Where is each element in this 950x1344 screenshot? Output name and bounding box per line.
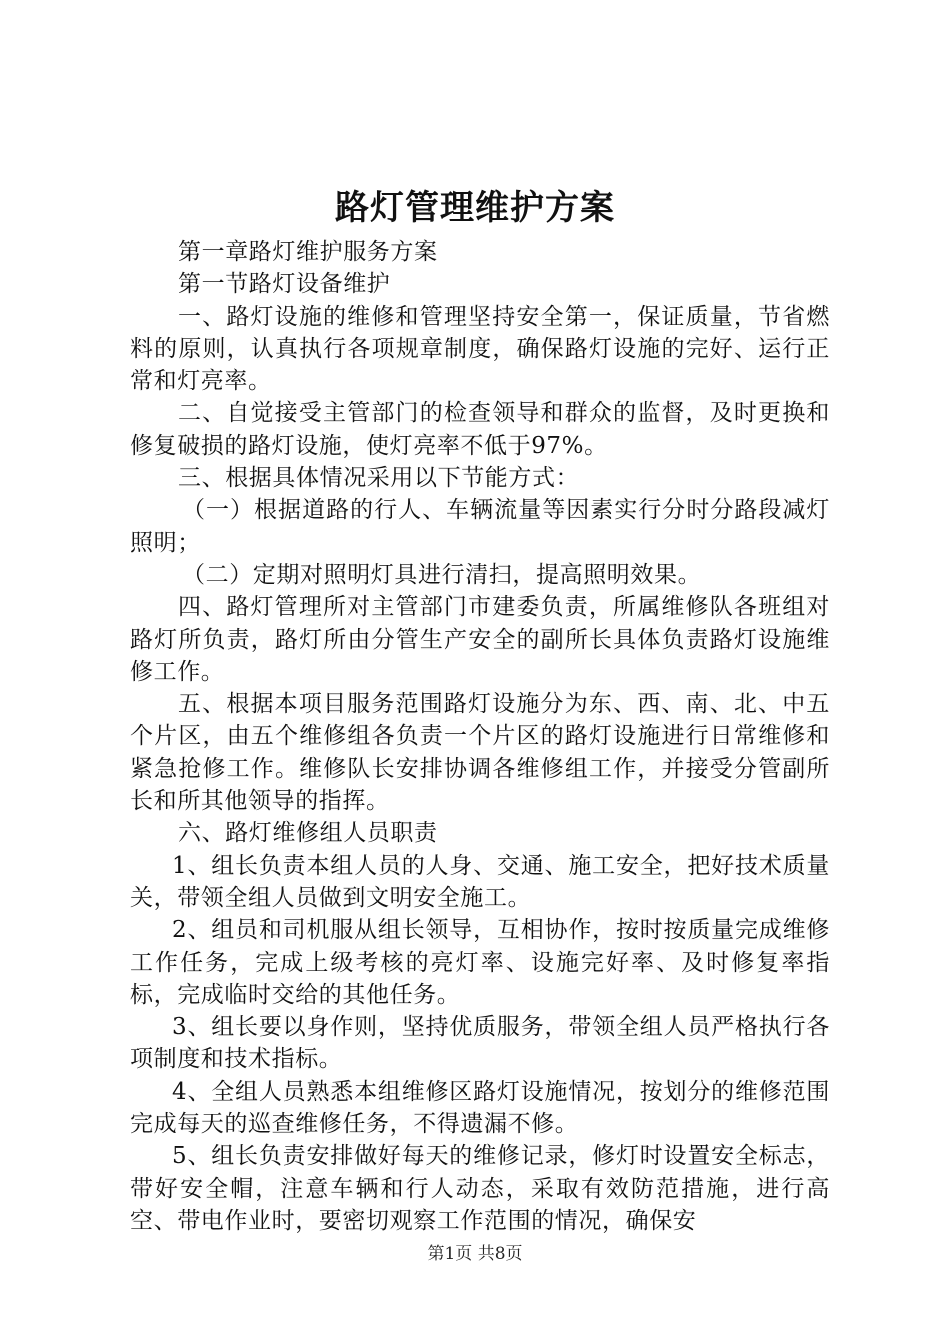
section-heading: 第一节路灯设备维护 bbox=[178, 271, 391, 298]
duty-item-3: 3、组长要以身作则，坚持优质服务，带领全组人员严格执行各项制度和技术指标。 bbox=[130, 1014, 830, 1073]
document-title: 路灯管理维护方案 bbox=[335, 188, 615, 228]
page-footer: 第1页 共8页 bbox=[427, 1244, 523, 1264]
document-body bbox=[130, 236, 830, 1237]
paragraph-subitem-2: （二）定期对照明灯具进行清扫，提高照明效果。 bbox=[182, 561, 702, 588]
paragraph-item-6: 六、路灯维修组人员职责 bbox=[178, 820, 438, 847]
duty-item-5: 5、组长负责安排做好每天的维修记录，修灯时设置安全标志，带好安全帽，注意车辆和行人动态，采取有效防范措施，进行高空、带电作业时，要密切观察工作范围的情况，确保安 bbox=[130, 1143, 830, 1234]
paragraph-item-2: 二、自觉接受主管部门的检查领导和群众的监督，及时更换和修复破损的路灯设施，使灯亮率不低于97%。 bbox=[130, 400, 830, 459]
duty-item-1: 1、组长负责本组人员的人身、交通、施工安全，把好技术质量关，带领全组人员做到文明安全施工。 bbox=[130, 852, 830, 911]
paragraph-item-1: 一、路灯设施的维修和管理坚持安全第一，保证质量，节省燃料的原则，认真执行各项规章制度，确保路灯设施的完好、运行正常和灯亮率。 bbox=[130, 303, 830, 395]
duty-item-2: 2、组员和司机服从组长领导，互相协作，按时按质量完成维修工作任务，完成上级考核的亮灯率、设施完好率、及时修复率指标，完成临时交给的其他任务。 bbox=[130, 917, 830, 1008]
paragraph-item-5: 五、根据本项目服务范围路灯设施分为东、西、南、北、中五个片区，由五个维修组各负责一个片区的路灯设施进行日常维修和紧急抢修工作。维修队长安排协调各维修组工作，并接受分管副所长和所其他领导的指挥。 bbox=[130, 691, 830, 815]
paragraph-subitem-1: （一）根据道路的行人、车辆流量等因素实行分时分路段减灯照明； bbox=[130, 497, 830, 556]
duty-item-4: 4、全组人员熟悉本组维修区路灯设施情况，按划分的维修范围完成每天的巡查维修任务，不得遗漏不修。 bbox=[130, 1078, 830, 1138]
paragraph-item-4: 四、路灯管理所对主管部门市建委负责，所属维修队各班组对路灯所负责，路灯所由分管生产安全的副所长具体负责路灯设施维修工作。 bbox=[130, 594, 830, 685]
chapter-heading: 第一章路灯维护服务方案 bbox=[178, 239, 438, 265]
paragraph-item-3: 三、根据具体情况采用以下节能方式： bbox=[178, 465, 580, 492]
